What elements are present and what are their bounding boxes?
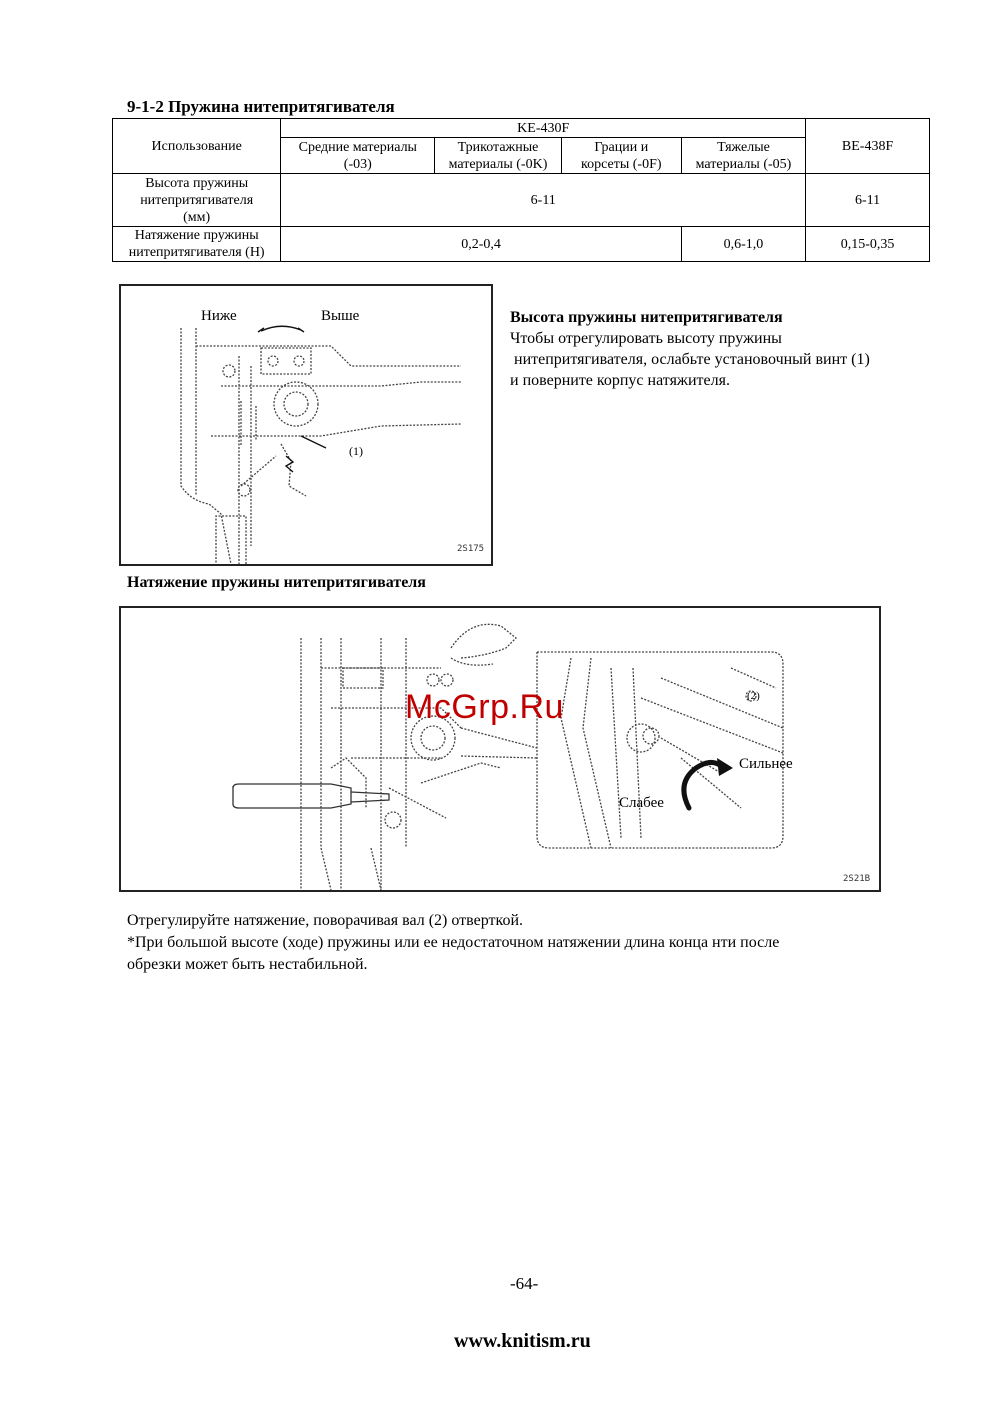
footer-url[interactable]: www.knitism.ru [454,1330,591,1352]
row-tension-label: Натяжение пружины нитепритягивателя (Н) [113,227,281,262]
spec-table [112,118,930,262]
note-line-3: обрезки может быть нестабильной. [127,956,368,973]
fig2-code: 2S21B [843,874,871,884]
spring-height-illustration [121,286,491,564]
fig2-label-stronger: Сильнее [739,756,793,772]
fig1-callout-1: (1) [349,444,363,458]
be-header: BE-438F [806,119,930,174]
page-number: -64- [510,1274,539,1293]
row-height-be-value: 6-11 [806,174,930,227]
note-line-2: *При большой высоте (ходе) пружины или ее недостаточном натяжении длина конца нти после [127,934,780,951]
height-line-3: и поверните корпус натяжителя. [510,372,730,389]
height-section-title: Высота пружины нитепритягивателя [510,309,783,326]
fig2-callout-2: (2) [747,690,760,702]
row-tension-value-a: 0,2-0,4 [281,227,682,262]
row-height-ke-value: 6-11 [281,174,806,227]
spring-tension-illustration [121,608,879,890]
section-title: 9-1-2 Пружина нитепритягивателя [127,97,395,116]
fig1-code: 2S175 [457,544,485,554]
fig2-label-weaker: Слабее [619,795,664,811]
figure-spring-height [119,284,493,566]
row-tension-value-b: 0,6-1,0 [681,227,805,262]
subheader-heavy: Тяжелые материалы (-05) [681,138,805,174]
height-line-1: Чтобы отрегулировать высоту пружины [510,330,782,347]
row-height-label: Высота пружины нитепритягивателя (мм) [113,174,281,227]
height-line-2: нитепритягивателя, ослабьте установочный винт (1) [514,351,870,368]
row-tension-be-value: 0,15-0,35 [806,227,930,262]
subheader-medium: Средние материалы (-03) [281,138,435,174]
note-line-1: Отрегулируйте натяжение, поворачивая вал (2) отверткой. [127,912,524,929]
fig1-label-higher: Выше [321,308,360,324]
watermark-text: McGrp.Ru [405,688,564,726]
ke-header: KE-430F [281,119,806,138]
tension-section-title: Натяжение пружины нитепритягивателя [127,574,426,591]
use-header: Использование [113,119,281,174]
figure-spring-tension [119,606,881,892]
fig1-label-lower: Ниже [201,308,237,324]
subheader-knit: Трикотажные материалы (-0K) [435,138,561,174]
subheader-corset: Грации и корсеты (-0F) [561,138,681,174]
height-section [510,307,940,391]
